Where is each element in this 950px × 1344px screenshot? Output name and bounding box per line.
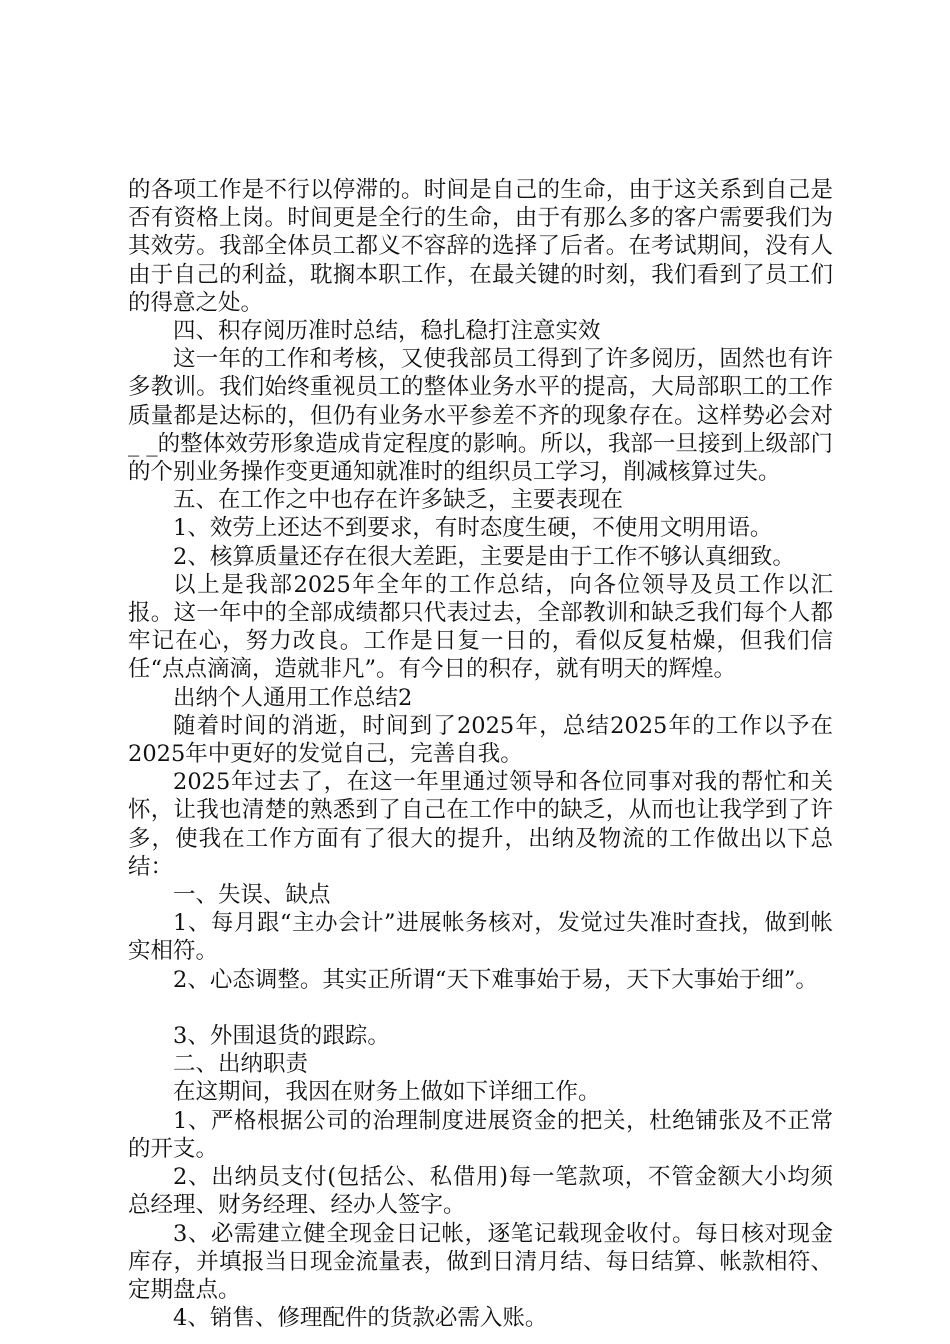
paragraph: 这一年的工作和考核，又使我部员工得到了许多阅历，固然也有许多教训。我们始终重视员工的整体业务水平的提高，大局部职工的工作质量都是达标的，但仍有业务水平参差不齐的现象存在。这样势必会对_ _的整体效劳形象造成肯定程度的影响。所以，我部一旦接到上级部门的个别业务操作变更通知就准时的组织员工学习，削减核算过失。 — [128, 346, 833, 486]
paragraph: 二、出纳职责 — [173, 1051, 309, 1078]
paragraph: 五、在工作之中也存在许多缺乏，主要表现在 — [173, 487, 624, 514]
paragraph: 3、外围退货的跟踪。 — [173, 1023, 390, 1050]
paragraph: 的各项工作是不行以停滞的。时间是自己的生命，由于这关系到自己是否有资格上岗。时间更是全行的生命，由于有那么多的客户需要我们为其效劳。我部全体员工都义不容辞的选择了后者。在考试期间，没有人由于自己的利益，耽搁本职工作，在最关键的时刻，我们看到了员工们的得意之处。 — [128, 177, 833, 316]
paragraph: 出纳个人通用工作总结2 — [173, 684, 413, 711]
paragraph: 4、销售、修理配件的货款必需入账。 — [173, 1305, 548, 1332]
paragraph: 在这期间，我因在财务上做如下详细工作。 — [173, 1079, 601, 1106]
document-body — [128, 176, 833, 1332]
paragraph: 2、出纳员支付(包括公、私借用)每一笔款项，不管金额大小均须总经理、财务经理、经办人签字。 — [128, 1164, 833, 1219]
paragraph: 四、积存阅历准时总结，稳扎稳打注意实效 — [173, 318, 601, 345]
blank-line — [128, 994, 833, 1022]
paragraph: 1、效劳上还达不到要求，有时态度生硬，不使用文明用语。 — [173, 515, 773, 542]
paragraph: 一、失误、缺点 — [173, 882, 331, 909]
paragraph: 2、核算质量还存在很大差距，主要是由于工作不够认真细致。 — [173, 543, 795, 570]
paragraph: 2025年过去了，在这一年里通过领导和各位同事对我的帮忙和关怀，让我也清楚的熟悉到了自己在工作中的缺乏，从而也让我学到了许多，使我在工作方面有了很大的提升，出纳及物流的工作做出以下总结： — [128, 769, 833, 880]
paragraph: 3、必需建立健全现金日记帐，逐笔记载现金收付。每日核对现金库存，并填报当日现金流量表，做到日清月结、每日结算、帐款相符、定期盘点。 — [128, 1220, 833, 1303]
paragraph: 1、每月跟“主办会计”进展帐务核对，发觉过失准时查找，做到帐实相符。 — [128, 910, 833, 965]
paragraph: 以上是我部2025年全年的工作总结，向各位领导及员工作以汇报。这一年中的全部成绩都只代表过去，全部教训和缺乏我们每个人都牢记在心，努力改良。工作是日复一日的，看似反复枯燥，但我们信任“点点滴滴，造就非凡”。有今日的积存，就有明天的辉煌。 — [128, 571, 833, 683]
paragraph: 2、心态调整。其实正所谓“天下难事始于易，天下大事始于细”。 — [173, 966, 818, 993]
paragraph: 随着时间的消逝，时间到了2025年，总结2025年的工作以予在2025年中更好的发觉自己，完善自我。 — [128, 712, 833, 768]
paragraph: 1、严格根据公司的治理制度进展资金的把关，杜绝铺张及不正常的开支。 — [128, 1107, 833, 1162]
